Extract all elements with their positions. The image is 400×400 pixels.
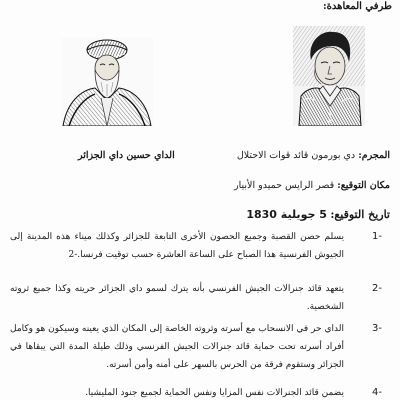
signing-date-line	[246, 208, 390, 221]
clause-text: يضمن قائد الجنرالات نفس المزايا ونفس الحماية لجميع جنود المليشيا.	[85, 388, 344, 398]
commander-line	[237, 150, 390, 161]
portrait-de-bourmont	[293, 26, 365, 126]
treaty-clause	[0, 320, 400, 384]
signing-place-label: مكان التوقيع:	[337, 180, 390, 191]
clause-number: 1-	[372, 231, 382, 242]
clause-text: الداي حر في الانسحاب مع أسرته وثروته الخاصة إلى المكان الذي يعينه وسيكون هو وكامل أفراد أسرته تحت حماية قائد جنرالات الجيش الفرنسي وذلك طيلة المدة التي يبقاها في الجزائر وستقوم فرقة من الحرس بالسهر على أمنه وأمن أسرته.	[10, 324, 344, 370]
signing-date-label: تاريخ التوقيع:	[330, 208, 390, 221]
signing-place-line	[234, 180, 390, 191]
page-heading: طرفي المعاهدة:	[322, 1, 392, 12]
treaty-clauses	[0, 228, 400, 400]
clause-text: يتعهد قائد جنرالات الجيش الفرنسي بأنه يترك لسمو داي الجزائر حريته وكذا جميع ثروته الشخصية.	[10, 284, 344, 312]
signing-place-value: قصر الرايس حميدو الأبيار	[234, 180, 335, 191]
clause-text: يسلم حصن القصبة وجميع الحصون الأخرى التابعة للجزائر وكذلك ميناء هذه المدينة إلى الجيوش الفرنسية هذا الصباح على الساعة العاشرة حسب توقيت فرنسا.-2	[10, 232, 344, 260]
commander-label: المجرم:	[358, 150, 390, 161]
signing-date-value: 5 جويلية 1830	[246, 208, 327, 221]
clause-number: 2-	[372, 283, 382, 294]
portrait-caption-dey: الداي حسين داي الجزائر	[78, 150, 175, 161]
treaty-clause	[0, 228, 400, 280]
clause-number: 4-	[372, 387, 382, 398]
portrait-dey-hussein	[61, 38, 153, 126]
treaty-clause	[0, 384, 400, 400]
treaty-clause	[0, 280, 400, 320]
commander-value: دي بورمون قائد قوات الاحتلال	[236, 150, 356, 161]
clause-number: 3-	[372, 323, 382, 334]
